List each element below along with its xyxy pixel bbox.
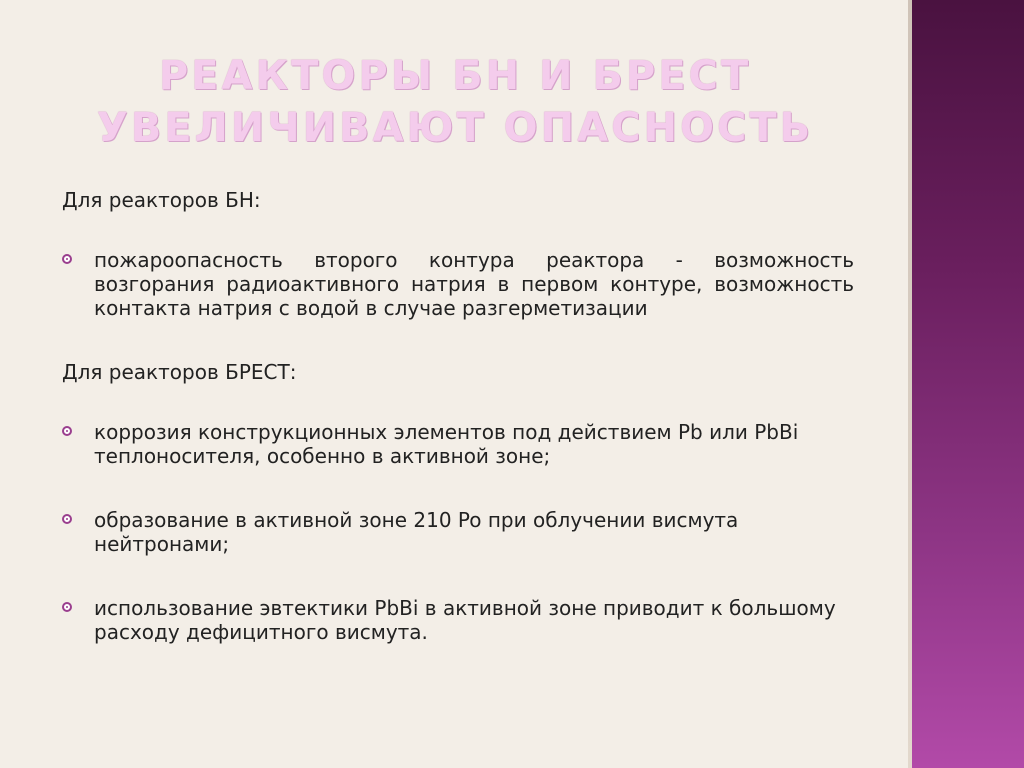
section-heading-bn: Для реакторов БН: [62,188,261,212]
bullet-text: пожароопасность второго контура реактора - возможность возгорания радиоактивного натрия в первом контуре, возможность контакта натрия с водой в случае разгерметизации [94,248,854,320]
circle-bullet-icon [62,514,72,524]
bullet-item [62,596,854,644]
bullet-item [62,420,854,468]
bullet-item [62,508,854,556]
slide-title-line-2: УВЕЛИЧИВАЮТ ОПАСНОСТЬ [96,105,814,151]
bullet-text: образование в активной зоне 210 Po при облучении висмута нейтронами; [94,508,739,556]
side-decorative-band [912,0,1024,768]
slide-title [60,50,850,154]
circle-bullet-icon [62,602,72,612]
bullet-text: коррозия конструкционных элементов под действием Pb или PbBi теплоносителя, особенно в активной зоне; [94,420,799,468]
circle-bullet-icon [62,426,72,436]
bullet-item [62,248,854,320]
circle-bullet-icon [62,254,72,264]
section-heading-brest: Для реакторов БРЕСТ: [62,360,297,384]
slide-title-line-1: РЕАКТОРЫ БН И БРЕСТ [158,53,752,99]
slide-body [62,188,854,644]
bullet-text: использование эвтектики PbBi в активной зоне приводит к большому расходу дефицитного висмута. [94,596,836,644]
